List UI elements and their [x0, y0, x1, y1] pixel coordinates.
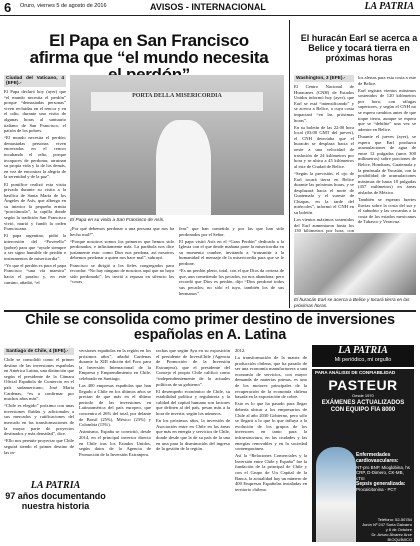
article-pope-col2: [70, 226, 174, 308]
page-number: 6: [4, 0, 12, 15]
paragraph: Las 400 empresas españolas que han llegado a Chile en los últimos años se precian de que más en el último periodo de las inversiones en Latinoamérica del país europeo, que concentra el 26% del total, por delante de Brasil (25%), México (23%) y Colombia (15%).: [79, 383, 151, 428]
paragraph: “Según la previsión, el ojo de Earl tocará tierra en Belice durante las próximas horas, y se desplazará hacia el norte de Guatemala y el sureste de Chiapas, en la tarde del miércoles”, informó el CNH en su boletín.: [294, 170, 354, 216]
headline-hurricane: El huracán Earl se acerca a Belice y tocará tierra en próximas horas: [300, 33, 418, 63]
ad-contact-line: Teléfono: 52-50784: [377, 517, 412, 522]
dateline: Washington, 3 (EFE).-: [294, 75, 354, 82]
promo-logo: LA PATRIA: [30, 480, 81, 491]
ad-headline: EXÁMENES ACTUALIZADOS CON EQUIPO FIA 8000: [321, 400, 405, 413]
dateline: Santiago de Chile, 4 (EFE).-: [4, 348, 74, 355]
article-chile-col3: [156, 348, 230, 540]
pasteur-lab-ad: [312, 369, 414, 542]
paragraph: los alertas para esta costa a este de Belice.: [358, 75, 416, 86]
paragraph: El pontífice realizó esta visita privada durante su visita a la basílica de Santa María de los Ángeles de Asís, que alberga en su interior la pequeña ermita “porciúncula”, la capilla donde según la tradición San Francisco vivió, murió y fundó la orden Franciscana.: [4, 181, 66, 232]
paragraph: “Es un perdón pleno, total, con el que Dios da certeza de que, aun cometiendo los pecados, no nos abandona; pero recordó que Dios es perdón, dijo “Dios perdonó todos sus pecados; no sólo el tuyo, también los de sus hermanos”.: [179, 268, 284, 296]
headline-chile: Chile se consolida como primer destino de inversiones españolas en A. Latina: [25, 312, 395, 343]
column-divider: [289, 20, 290, 308]
paragraph: “Chile es elegido” próximo con unas inversiones fluidas y adicionales a sus mercados y ratificaciones del mercado en las transformaciones de la mayor parte de proyectos destinados y más densidad”, dice.: [4, 403, 74, 437]
page-header: [0, 0, 420, 16]
paragraph: El Centro Nacional de Huracanes (CNH) de Estados Unidos informó hoy (ayer), que Earl se está “intensificando” y se acerca a Belice, a cuya costa impactará “en las próximas horas”.: [294, 84, 354, 123]
masthead-logo: LA PATRIA: [364, 1, 414, 12]
section-title: AVISOS - INTERNACIONAL: [150, 2, 266, 12]
article-pope-col1: [4, 75, 66, 308]
ad-line: Sepsis generalizada:: [356, 481, 406, 488]
ad-tagline: PARA ANÁLISIS DE CONFIABILIDAD: [315, 370, 396, 375]
photo-banner: PORTA DELLA MISERICORDIA: [91, 92, 262, 112]
paragraph: En su boletín de las 22:00 hora local (03:00 GMT del jueves), el CNH detectaba que el huracán se desplaza hacia el oeste a una velocidad de traslación de 24 kilómetros por hora y se ubica a 45 kilómetros al este de Ciudad de Belice.: [294, 124, 354, 169]
dateline: Ciudad del Vaticano, 4 (EFE).-: [6, 76, 64, 86]
paragraph: Chile se consolidó como el primer destino de las inversiones españolas en América Latina, una distinción que según el presidente de la Cámara Oficial Española de Comercio en el país sudamericano, José María Cardenas, “es a confirmar por muchos años más”.: [4, 357, 74, 402]
paragraph: Asimismo, España se convirtió, desde 2014, en el principal inversor directo en Chile tras los Estados Unidos, según datos de la Agencia de Promoción de la Inversión Extranjera.: [79, 429, 151, 457]
article-hurricane-col2: [358, 75, 416, 230]
paragraph: “El mundo necesita el perdón; demasiadas personas viven encerradas en el rencor incubando el odio, porque incapaces de perdonar, arruinan su propia vida y la de los demás, en vez de encontrar la alegría de la serenidad y de la paz”.: [4, 135, 66, 180]
paragraph: 2012.: [235, 348, 246, 353]
paragraph: El papa visitó Asís en el “Gran Perdón” dedicado a la Iglesia con el que desde mañana pone la misericordia en su momento cumbre, invitando a “transmitir a la humanidad el mensaje de la misericordia para que se le perdone.: [179, 238, 284, 267]
paragraph: Earl registra vientos máximos sostenidos de 120 kilómetros por hora, con ráfagas superiores, y según el CNH no se espera cambios antes de que toque tierra, aunque se espera que se “debilite” una vez se adentre en Belice.: [358, 87, 416, 132]
doctor-photo: [316, 447, 356, 542]
article-pope-col3: [179, 226, 284, 308]
paragraph: La transformación de la matriz de producción chilena, que ha pasado de ser una economía manufacturera a una economía de servicios, con mayor demanda de materias primas, es uno de los motores principales de la recuperación de la economía chilena basada en la exportación de cobre.: [235, 355, 307, 400]
ad-contact-line: Junín Nº 247 Soria Galvarro y 6 de Octubre: [362, 522, 412, 532]
ad-brand: PASTEUR: [328, 377, 398, 393]
ad-line: NT-pro BNP, Mioglobina, hs CRP, D-Dimero, CK-MB, cTnI: [356, 464, 410, 481]
ad-contact-line: Dr. Arturo Álvarez Arce: [371, 532, 412, 537]
issue-date: Oruro, viernes 5 de agosto de 2016: [20, 3, 107, 9]
masthead-banner: [312, 345, 414, 367]
paragraph: Durante el jueves (ayer), se espera que Earl produzca acumulaciones de agua de entre 12 pulgadas (unos 300 milímetros) sobre porciones de Belice, Honduras, Guatemala y la península de Yucatán, con la posibilidad de acumulaciones máximas de hasta 18 pulgadas (457 milímetros) en áreas aisladas de México.: [358, 133, 416, 195]
paragraph: “Yo que el perdón es para el papa Francisco “una vía maestra” hacia el paraíso y, en este camino, añadió, “el: [4, 262, 66, 285]
photo-caption: El huracán Earl se acerca a Belice y tocará tierra en las próximas horas.: [294, 297, 410, 308]
paragraph: ¿Por qué debemos perdonar a una persona que nos ha hecho mal?”.: [70, 226, 174, 237]
paragraph: “Porque nosotros somos los primeros que hemos sido perdonados, e infinitamente más. La parábola nos dice justamente esto: como Dios nos perdona, así nosotros debemos perdonar a quien nos hace mal”, subrayó.: [70, 238, 174, 261]
pope-photo: [70, 75, 284, 215]
anniversary-promo: [4, 480, 107, 538]
paragraph: versiones españolas en la región en los próximos años”, añadió Cardenas durante la XIII edición del Foro para la Inversión Internacional de la Empresa y Emprendimiento en Chile, celebrado en Santiago.: [79, 348, 151, 381]
hurricane-satellite-photo: [294, 233, 416, 295]
paragraph: El papa argentino, pidió la intercesión del “Poverello” (pobre) para que “ayude siempre a ser signo humilde de perdón e instrumentos de misericordia”.: [4, 233, 66, 261]
ad-line: Enfermedades cardiovasculares:: [356, 452, 399, 465]
article-hurricane-col1: [294, 75, 354, 234]
paragraph: Esto es lo que ha pasado para llegar debería ubicar a los empresarios de Chile al año 2030 Gobierno, pero sólo se llegará a lo que lo que influya a la evolución de los grupos de los inversores en tanto para la infraestructura, en las ciudades y las energías renovables y en la sociedad contemporánea.: [235, 401, 307, 452]
ad-contact-line: BIOQUÍMICO: [387, 537, 412, 542]
paragraph: En los próximos años, la inversión de Asociación entre en Chile en las áreas que más en energía y servicios de Chile, donde desde que la de su país de la una en una para la disminución del ingreso de la gestión de la región.: [156, 418, 230, 452]
article-chile-col1: [4, 348, 74, 476]
paragraph: Así la “Relaciones Comerciales y la Inversión entre Chile y España” fue la fundación de la principal de Chile y con el Grupo de Un Capital de la Banca, la actualidad hay un número de 400 Empresas Españolas instaladas en territorio chileno.: [235, 453, 307, 492]
ad-since: Desde 1970: [352, 393, 374, 398]
paragraph: También se esperan fuertes lluvias sobre la costa del sur y el suburbio y las cercanías a la costa de los estados mexicanos de Tabasco y Veracruz.: [358, 196, 416, 225]
pope-figure: [156, 120, 212, 215]
headline-pope: El Papa en San Francisco afirma que “el mundo necesita: [29, 31, 269, 67]
banner-logo: LA PATRIA: [338, 345, 388, 356]
paragraph: El desempeño económico de Chile, su estabilidad política y regulatoria y la calidad del capital humano son factores que definen al del país, pesan más a la hora de invertir, según los números.: [156, 388, 230, 417]
paragraph: rachas que según Ayu en su exposición el presidente de InvestChile (Agencia de Promoción de la Inversión Extranjera), que el presidente del Consejo el propio Chile calificó como “independientemente de la actuales políticas de su gobierno”.: [156, 348, 230, 387]
promo-text: 97 años documentando nuestra historia: [5, 491, 106, 511]
ad-services: [356, 452, 412, 493]
paragraph: “Ello nos permite proyectar que Chile seguirá siendo el primer destino de las in-: [4, 438, 74, 455]
paragraph: Los vientos máximos sostenidos del Earl aumentaron hasta los 130 kilómetros por hora, con: [294, 217, 354, 234]
banner-slogan: Mi periódico, mi orgullo: [334, 357, 392, 363]
paragraph: El Papa declaró hoy (ayer) que “el mundo necesita el perdón” porque “demasiadas personas” viven recluidas en el rencor y en el odio, durante una visita de algunas horas al santuario italiano de San Francisco, el patrón de los pobres.: [4, 89, 66, 134]
paragraph: feas” que han cometido y por las que han sido perdonados por el Señor.: [179, 226, 284, 237]
photo-caption: El Papa en su visita a San Francisco de Asís.: [70, 217, 165, 222]
article-chile-col4: [235, 348, 307, 540]
paragraph: Francisco se dirigió a los fieles congregados para recordar: “No hay ninguno de nosotros aquí que no haya sido perdonado”, les invitó a repasar en silencio las “cosas: [70, 262, 174, 285]
ad-line: Procalcitonina - PCT: [356, 487, 397, 493]
ad-contact: [360, 517, 412, 542]
